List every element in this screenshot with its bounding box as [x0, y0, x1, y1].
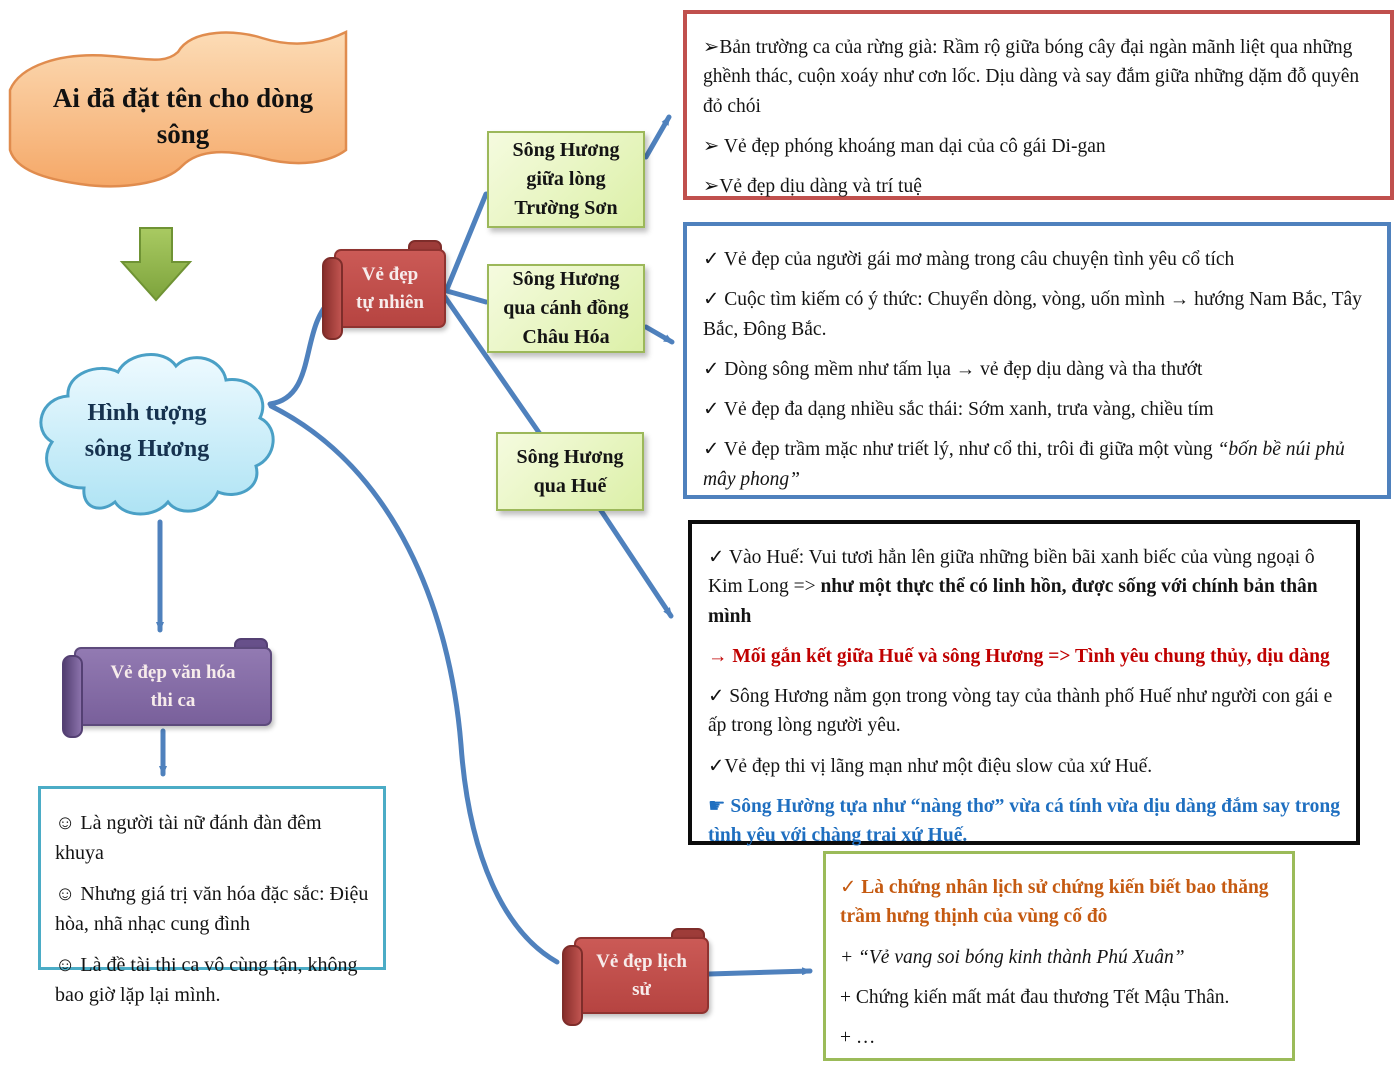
- detail-item: ✓ Sông Hương nằm gọn trong vòng tay của thành phố Huế như người con gái e ấp trong lòng người yêu.: [708, 686, 1333, 737]
- branch-nature-label: Vẻ đẹp tự nhiên: [334, 249, 446, 328]
- detail-item-brown: ✓ Là chứng nhân lịch sử chứng kiến biết bao thăng trầm hưng thịnh của vùng cố đô: [840, 877, 1269, 928]
- subnode-truong-son: Sông Hương giữa lòng Trường Sơn: [487, 131, 645, 228]
- subnode-hue: Sông Hương qua Huế: [496, 432, 644, 511]
- scroll-roll-icon: [62, 655, 83, 738]
- connector-history-greenbox: [709, 971, 810, 974]
- detail-item: ✓ Vẻ đẹp của người gái mơ màng trong câu chuyện tình yêu cổ tích: [703, 249, 1235, 270]
- connector-chauhoa-bluebox: [646, 327, 672, 342]
- detail-item: ☺ Nhưng giá trị văn hóa đặc sắc: Điệu hòa, nhã nhạc cung đình: [55, 883, 369, 935]
- bold-emphasis: như một thực thể có linh hồn, được sống với chính bản thân mình: [708, 576, 1318, 627]
- branch-history-label: Vẻ đẹp lịch sử: [574, 937, 709, 1014]
- detail-item: ➢Vẻ đẹp dịu dàng và trí tuệ: [703, 176, 922, 197]
- detail-item: ✓ Dòng sông mềm như tấm lụa → vẻ đẹp dịu dàng và tha thướt: [703, 358, 1203, 380]
- connector-nature-chauhoa: [447, 291, 486, 302]
- detail-item: ✓Vẻ đẹp thi vị lãng mạn như một điệu slow của xứ Huế.: [708, 755, 1153, 777]
- connector-nature-truongson: [447, 194, 486, 289]
- quote-italic: “bốn bề núi phủ mây phong”: [703, 439, 1345, 490]
- detail-item-italic: + “Vẻ vang soi bóng kinh thành Phú Xuân”: [840, 946, 1185, 968]
- scroll-roll-icon: [322, 257, 343, 340]
- detail-item: + Chứng kiến mất mát đau thương Tết Mậu Thân.: [840, 986, 1230, 1008]
- detail-item: ✓ Cuộc tìm kiếm có ý thức: Chuyển dòng, vòng, uốn mình → hướng Nam Bắc, Tây Bắc, Đông Bắc.: [703, 289, 1362, 340]
- culture-detail-box: [38, 786, 386, 1006]
- down-arrow: [122, 228, 190, 300]
- branch-history: [562, 928, 709, 1026]
- chau-hoa-detail-box: [683, 222, 1391, 499]
- connector-truongson-redbox: [646, 117, 669, 157]
- page-title: [8, 32, 358, 200]
- detail-item-red: → Mối gắn kết giữa Huế và sông Hương => Tình yêu chung thủy, dịu dàng: [708, 645, 1330, 667]
- branch-nature: [322, 240, 446, 340]
- truong-son-detail-box: [683, 10, 1394, 200]
- detail-item: ✓ Vào Huế: Vui tươi hẳn lên giữa những biền bãi xanh biếc của vùng ngoại ô Kim Long => như một thực thể có linh hồn, được sống với chính bản thân mình: [708, 547, 1318, 627]
- detail-item: ✓ Vẻ đẹp trầm mặc như triết lý, như cổ thi, trôi đi giữa một vùng “bốn bề núi phủ mây phong”: [703, 439, 1345, 490]
- connector-hue-blackbox: [592, 497, 671, 616]
- detail-item-blue: ☛ Sông Hường tựa như “nàng thơ” vừa cá tính vừa dịu dàng đắm say trong tình yêu với chàng trai xứ Huế.: [708, 795, 1340, 846]
- root-node-label: Hình tượng sông Hương: [84, 400, 210, 462]
- detail-item: ➢Bản trường ca của rừng già: Rầm rộ giữa bóng cây đại ngàn mãnh liệt qua những ghềnh thác, cuộn xoáy như cơn lốc. Dịu dàng và say đắm giữa những dặm đỗ quyên đỏ chói: [703, 37, 1360, 117]
- detail-item: + …: [840, 1027, 876, 1048]
- detail-item: ☺ Là đề tài thi ca vô cùng tận, không bao giờ lặp lại mình.: [55, 954, 358, 1006]
- branch-culture: [62, 638, 272, 738]
- scroll-roll-icon: [562, 945, 583, 1026]
- page-title-text: Ai đã đặt tên cho dòng sông: [52, 82, 314, 149]
- detail-item: ☺ Là người tài nữ đánh đàn đêm khuya: [55, 812, 322, 864]
- hue-detail-box: [688, 520, 1360, 845]
- subnode-chau-hoa: Sông Hương qua cánh đồng Châu Hóa: [487, 264, 645, 353]
- history-detail-box: [823, 851, 1295, 1061]
- root-node: [22, 336, 272, 526]
- branch-culture-label: Vẻ đẹp văn hóa thi ca: [74, 647, 272, 726]
- detail-item: ✓ Vẻ đẹp đa dạng nhiều sắc thái: Sớm xanh, trưa vàng, chiều tím: [703, 399, 1214, 420]
- detail-item: ➢ Vẻ đẹp phóng khoáng man dại của cô gái Di-gan: [703, 135, 1106, 157]
